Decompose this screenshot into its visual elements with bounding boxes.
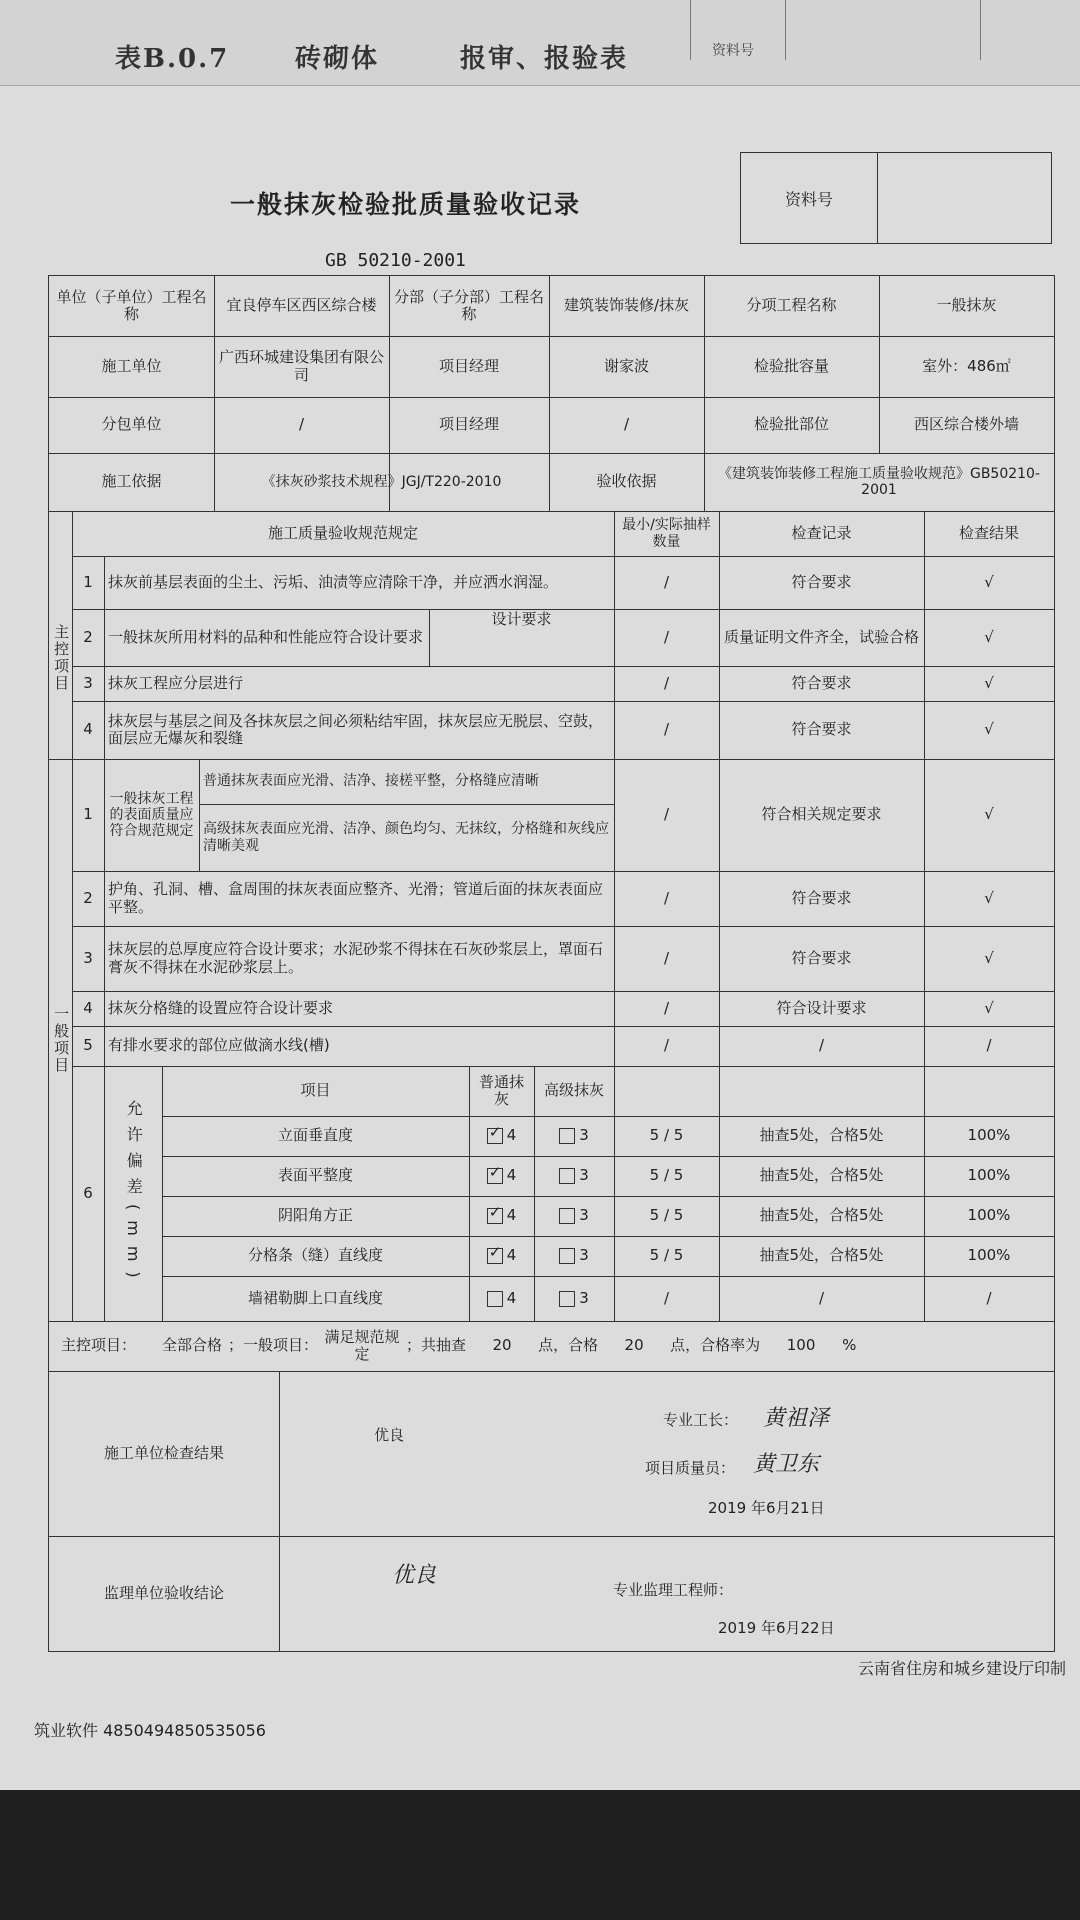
main-item-no: 2 [83, 627, 93, 646]
main-item-record: 质量证明文件齐全，试验合格 [723, 627, 919, 646]
general-item-sample: / [663, 998, 670, 1017]
sub-label: 分部（子分部）工程名称 [393, 287, 544, 323]
main-item-record: 符合要求 [791, 720, 852, 739]
software-note: 筑业软件 4850494850535056 [34, 1721, 266, 1740]
summary-total: 20 [492, 1336, 512, 1355]
tolerance-row-normal: ✓ 4 [469, 1196, 534, 1236]
tolerance-row-result: 100% [967, 1166, 1011, 1185]
summary-main-label: 主控项目： [61, 1336, 137, 1355]
tolerance-row-result: 100% [967, 1206, 1011, 1225]
tolerance-normal-header: 普通抹灰 [478, 1072, 524, 1108]
tolerance-item-header: 项目 [300, 1081, 331, 1100]
general-item-text: 抹灰层的总厚度应符合设计要求；水泥砂浆不得抹在石灰砂浆层上，罩面石膏灰不得抹在水泥砂浆层上。 [108, 940, 604, 976]
general-item-sample: / [663, 948, 670, 967]
foreman-signature: 黄祖泽 [763, 1406, 830, 1432]
col-line [279, 1371, 280, 1536]
strip-ref-label: 资料号 [712, 43, 754, 59]
doc-number-value [878, 153, 1051, 243]
doc-number-box [740, 152, 1052, 244]
general-item-text: 有排水要求的部位应做滴水线(槽) [108, 1036, 330, 1055]
record-table [48, 275, 1055, 1652]
tolerance-row-high: 3 [534, 1196, 614, 1236]
general-item-group: 一般抹灰工程的表面质量应符合规范规定 [109, 790, 194, 840]
accept-label: 验收依据 [596, 472, 657, 491]
checkbox-icon[interactable] [487, 1248, 503, 1264]
general-item-a: 普通抹灰表面应光滑、洁净、接槎平整，分格缝应清晰 [203, 773, 539, 790]
tolerance-row-record: 抽查5处，合格5处 [759, 1246, 884, 1265]
pm2-value: / [623, 415, 630, 434]
main-item-extra: 设计要求 [491, 610, 552, 628]
basis-label: 施工依据 [101, 472, 162, 491]
item-value: 一般抹灰 [936, 296, 997, 315]
general-item-text: 抹灰分格缝的设置应符合设计要求 [108, 998, 334, 1017]
summary-percent: % [842, 1336, 857, 1355]
main-item-text: 抹灰前基层表面的尘土、污垢、油渍等应清除干净，并应洒水润湿。 [108, 572, 559, 591]
form-code: 表B.0.7 [115, 44, 230, 74]
main-item-sample: / [663, 627, 670, 646]
location-value: 西区综合楼外墙 [913, 415, 1019, 434]
main-item-text: 抹灰工程应分层进行 [108, 673, 244, 692]
main-item-no: 4 [83, 720, 93, 739]
general-item-result: √ [984, 805, 994, 824]
pm-label: 项目经理 [438, 356, 499, 375]
supervisor-check-result: 优良 [391, 1563, 436, 1589]
main-item-result: √ [984, 720, 994, 739]
tolerance-row-normal: ✓ 4 [469, 1156, 534, 1196]
tolerance-row-high: 3 [534, 1116, 614, 1156]
general-item-b: 高级抹灰表面应光滑、洁净、颜色均匀、无抹纹，分格缝和灰线应清晰美观 [203, 821, 609, 854]
tolerance-row-sample: / [663, 1288, 670, 1307]
subcontractor-value: / [298, 415, 305, 434]
tolerance-row-sample: 5 / 5 [649, 1206, 684, 1225]
checkbox-icon[interactable] [559, 1128, 575, 1144]
checkbox-icon[interactable] [559, 1248, 575, 1264]
tolerance-high-header: 高级抹灰 [543, 1081, 604, 1100]
location-label: 检验批部位 [753, 415, 829, 434]
general-item-no: 1 [83, 805, 93, 824]
summary-general-label: ；一般项目： [228, 1336, 319, 1355]
previous-page-strip [0, 0, 1080, 86]
main-item-result: √ [984, 572, 994, 591]
tolerance-row-sample: 5 / 5 [649, 1166, 684, 1185]
tolerance-row-name: 墙裙勒脚上口直线度 [247, 1288, 383, 1307]
tolerance-row-high: 3 [534, 1236, 614, 1276]
engineer-label: 专业监理工程师： [613, 1581, 734, 1600]
tolerance-no: 6 [83, 1183, 93, 1202]
checkbox-icon[interactable] [487, 1128, 503, 1144]
foreman-label: 专业工长： [663, 1411, 739, 1430]
tolerance-row-record: 抽查5处，合格5处 [759, 1206, 884, 1225]
checkbox-icon[interactable] [559, 1291, 575, 1307]
summary-main-value: 全部合格 [162, 1336, 223, 1355]
doc-number-label: 资料号 [741, 153, 878, 243]
qc-signature: 黄卫东 [753, 1452, 820, 1478]
main-section-label: 主控项目 [52, 623, 71, 692]
general-item-no: 3 [83, 948, 93, 967]
item-label: 分项工程名称 [746, 296, 837, 315]
tolerance-row-normal: 4 [469, 1276, 534, 1321]
result-header: 检查结果 [958, 523, 1019, 542]
capacity-value: 室外：486㎡ [922, 356, 1011, 375]
general-item-record: 符合要求 [791, 888, 852, 907]
tolerance-row-name: 表面平整度 [277, 1166, 353, 1185]
main-item-record: 符合要求 [791, 673, 852, 692]
general-item-record: 符合设计要求 [776, 998, 867, 1017]
pm2-label: 项目经理 [438, 415, 499, 434]
tolerance-row-high: 3 [534, 1156, 614, 1196]
tolerance-row-result: / [986, 1288, 992, 1307]
checkbox-icon[interactable] [559, 1208, 575, 1224]
main-item-sample: / [663, 720, 670, 739]
tolerance-row-normal: ✓ 4 [469, 1236, 534, 1276]
contractor-check-result: 优良 [373, 1426, 404, 1445]
summary-pass-label: 点，合格 [538, 1336, 599, 1355]
general-item-sample: / [663, 805, 670, 824]
checkbox-icon[interactable] [487, 1291, 503, 1307]
tolerance-row-record: 抽查5处，合格5处 [759, 1166, 884, 1185]
general-item-no: 4 [83, 998, 93, 1017]
summary-pass: 20 [624, 1336, 644, 1355]
main-item-text: 一般抹灰所用材料的品种和性能应符合设计要求 [108, 627, 424, 646]
subcontractor-label: 分包单位 [101, 415, 162, 434]
tolerance-row-record: / [818, 1288, 825, 1307]
unit-label: 单位（子单位）工程名称 [56, 287, 207, 323]
main-item-result: √ [984, 627, 994, 646]
main-item-sample: / [663, 572, 670, 591]
unit-value: 宜良停车区西区综合楼 [226, 296, 377, 315]
general-item-record: 符合相关规定要求 [761, 805, 882, 824]
capacity-label: 检验批容量 [753, 356, 829, 375]
strip-divider [980, 0, 981, 60]
general-item-no: 2 [83, 888, 93, 907]
general-item-sample: / [663, 888, 670, 907]
printer-note: 云南省住房和城乡建设厅印制 [857, 1659, 1066, 1678]
contractor-value: 广西环城建设集团有限公司 [218, 348, 384, 384]
checkbox-icon[interactable] [487, 1168, 503, 1184]
sub-value: 建筑装饰装修/抹灰 [563, 296, 690, 315]
main-item-text: 抹灰层与基层之间及各抹灰层之间必须粘结牢固，抹灰层应无脱层、空鼓，面层应无爆灰和裂缝 [108, 711, 604, 747]
general-item-result: √ [984, 998, 994, 1017]
strip-category: 砖砌体 [295, 44, 380, 74]
tolerance-row-name: 立面垂直度 [277, 1126, 353, 1145]
summary-rate-label: 点，合格率为 [670, 1336, 761, 1355]
general-item-sample: / [663, 1036, 670, 1055]
tolerance-row-high: 3 [534, 1276, 614, 1321]
summary-total-label: ；共抽查 [406, 1336, 467, 1355]
qc-label: 项目质量员： [645, 1459, 736, 1478]
main-item-record: 符合要求 [791, 572, 852, 591]
tolerance-row-normal: ✓ 4 [469, 1116, 534, 1156]
checkbox-icon[interactable] [559, 1168, 575, 1184]
general-item-result: √ [984, 888, 994, 907]
strip-divider [785, 0, 786, 60]
general-section-label: 一般项目 [52, 1006, 71, 1074]
tolerance-row-result: 100% [967, 1126, 1011, 1145]
strip-divider [690, 0, 691, 60]
tolerance-label: 允许偏差(mm) [124, 1099, 144, 1288]
main-item-no: 3 [83, 673, 93, 692]
record-header: 检查记录 [791, 523, 852, 542]
tolerance-row-result: 100% [967, 1246, 1011, 1265]
general-item-record: 符合要求 [791, 948, 852, 967]
checkbox-icon[interactable] [487, 1208, 503, 1224]
supervisor-check-label: 监理单位验收结论 [103, 1583, 224, 1602]
tolerance-row-record: 抽查5处，合格5处 [759, 1126, 884, 1145]
page-title: 一般抹灰检验批质量验收记录 [230, 190, 582, 219]
summary-row [49, 1321, 1054, 1371]
spec-header: 施工质量验收规范规定 [267, 523, 418, 542]
main-item-sample: / [663, 673, 670, 692]
tolerance-row-sample: 5 / 5 [649, 1126, 684, 1145]
summary-general-value: 满足规范规定 [324, 1327, 400, 1363]
general-item-result: / [986, 1036, 992, 1055]
general-item-text: 护角、孔洞、槽、盒周围的抹灰表面应整齐、光滑；管道后面的抹灰表面应平整。 [108, 880, 604, 916]
general-item-no: 5 [83, 1036, 93, 1055]
contractor-label: 施工单位 [101, 356, 162, 375]
sample-header: 最小/实际抽样数量 [622, 517, 711, 550]
col-line [279, 1536, 280, 1651]
strip-col2: 报审、报验表 [460, 44, 629, 74]
general-item-result: √ [984, 948, 994, 967]
supervisor-check-date: 2019 年6月22日 [718, 1619, 835, 1638]
pm-value: 谢家波 [603, 356, 649, 375]
accept-value: 《建筑装饰装修工程施工质量验收规范》GB50210-2001 [717, 465, 1041, 498]
main-item-result: √ [984, 673, 994, 692]
basis-value: 《抹灰砂浆技术规程》JGJ/T220-2010 [261, 473, 502, 490]
contractor-check-date: 2019 年6月21日 [708, 1499, 825, 1518]
tolerance-row-name: 阴阳角方正 [277, 1206, 353, 1225]
standard-code: GB 50210-2001 [325, 250, 466, 271]
general-item-record: / [818, 1036, 825, 1055]
main-item-no: 1 [83, 572, 93, 591]
tolerance-row-name: 分格条（缝）直线度 [247, 1246, 383, 1265]
contractor-check-label: 施工单位检查结果 [103, 1443, 224, 1462]
tolerance-row-sample: 5 / 5 [649, 1246, 684, 1265]
summary-rate: 100 [786, 1336, 816, 1355]
